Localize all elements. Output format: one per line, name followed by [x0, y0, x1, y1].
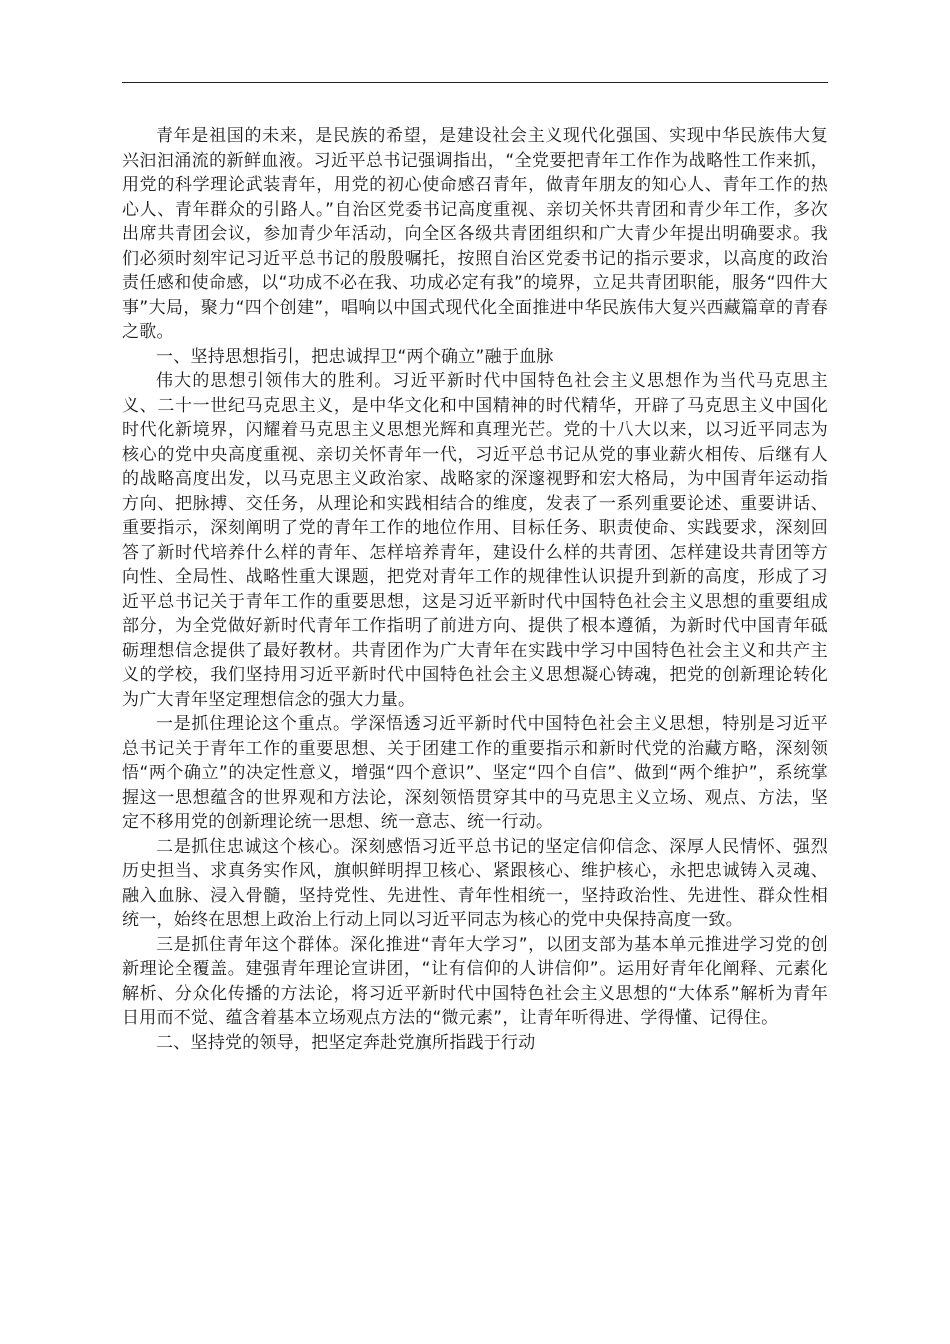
- body-paragraph: 一是抓住理论这个重点。学深悟透习近平新时代中国特色社会主义思想，特别是习近平总书记关于青年工作的重要思想、关于团建工作的重要指示和新时代党的治藏方略，深刻领悟“两个确立”的决定性意义，增强“四个意识”、坚定“四个自信”、做到“两个维护”，系统掌握这一思想蕴含的世界观和方法论，深刻领悟贯穿其中的马克思主义立场、观点、方法，坚定不移用党的创新理论统一思想、统一意志、统一行动。: [122, 714, 828, 832]
- body-paragraph: 伟大的思想引领伟大的胜利。习近平新时代中国特色社会主义思想作为当代马克思主义、二十一世纪马克思主义，是中华文化和中国精神的时代精华，开辟了马克思主义中国化时代化新境界，闪耀着马克思主义思想光辉和真理光芒。党的十八大以来，以习近平同志为核心的党中央高度重视、亲切关怀青年一代，习近平总书记从党的事业薪火相传、后继有人的战略高度出发，以马克思主义政治家、战略家的深邃视野和宏大格局，为中国青年运动指方向、把脉搏、交任务，从理论和实践相结合的维度，发表了一系列重要论述、重要讲话、重要指示，深刻阐明了党的青年工作的地位作用、目标任务、职责使命、实践要求，深刻回答了新时代培养什么样的青年、怎样培养青年，建设什么样的共青团、怎样建设共青团等方向性、全局性、战略性重大课题，把党对青年工作的规律性认识提升到新的高度，形成了习近平总书记关于青年工作的重要思想，这是习近平新时代中国特色社会主义思想的重要组成部分，为全党做好新时代青年工作指明了前进方向、提供了根本遵循，为新时代中国青年砥砺理想信念提供了最好教材。共青团作为广大青年在实践中学习中国特色社会主义和共产主义的学校，我们坚持用习近平新时代中国特色社会主义思想凝心铸魂，把党的创新理论转化为广大青年坚定理想信念的强大力量。: [122, 371, 828, 710]
- header-rule: [122, 82, 828, 83]
- section-heading-1: 一、坚持思想指引，把忠诚捍卫“两个确立”融于血脉: [156, 346, 554, 367]
- document-body: [122, 124, 828, 1055]
- section-heading-2: 二、坚持党的领导，把坚定奔赴党旗所指践于行动: [156, 1032, 536, 1053]
- body-paragraph: 二是抓住忠诚这个核心。深刻感悟习近平总书记的坚定信仰信念、深厚人民情怀、强烈历史担当、求真务实作风，旗帜鲜明捍卫核心、紧跟核心、维护核心，永把忠诚铸入灵魂、融入血脉、浸入骨髓，坚持党性、先进性、青年性相统一，坚持政治性、先进性、群众性相统一，始终在思想上政治上行动上同以习近平同志为核心的党中央保持高度一致。: [122, 836, 828, 930]
- body-paragraph: 三是抓住青年这个群体。深化推进“青年大学习”，以团支部为基本单元推进学习党的创新理论全覆盖。建强青年理论宣讲团，“让有信仰的人讲信仰”。运用好青年化阐释、元素化解析、分众化传播的方法论，将习近平新时代中国特色社会主义思想的“大体系”解析为青年日用而不觉、蕴含着基本立场观点方法的“微元素”，让青年听得进、学得懂、记得住。: [122, 934, 828, 1028]
- intro-paragraph: 青年是祖国的未来，是民族的希望，是建设社会主义现代化强国、实现中华民族伟大复兴汩汩涌流的新鲜血液。习近平总书记强调指出，“全党要把青年工作作为战略性工作来抓，用党的科学理论武装青年，用党的初心使命感召青年，做青年朋友的知心人、青年工作的热心人、青年群众的引路人。”自治区党委书记高度重视、亲切关怀共青团和青少年工作，多次出席共青团会议，参加青少年活动，向全区各级共青团组织和广大青少年提出明确要求。我们必须时刻牢记习近平总书记的殷殷嘱托，按照自治区党委书记的指示要求，以高度的政治责任感和使命感，以“功成不必在我、功成必定有我”的境界，立足共青团职能，服务“四件大事”大局，聚力“四个创建”，唱响以中国式现代化全面推进中华民族伟大复兴西藏篇章的青春之歌。: [122, 126, 828, 342]
